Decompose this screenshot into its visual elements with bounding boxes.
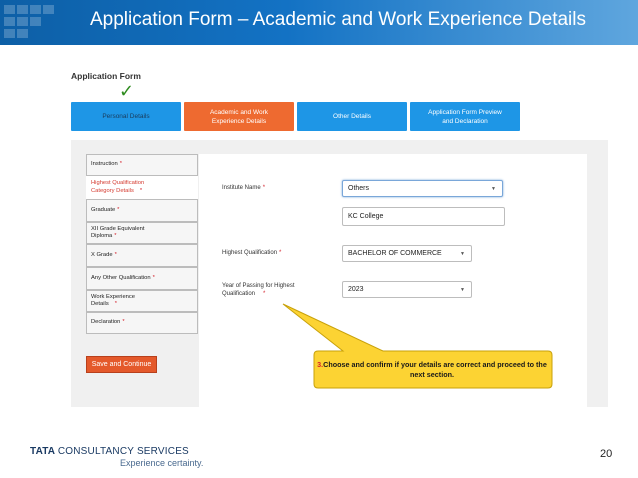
tcs-logo-text: TATA CONSULTANCY SERVICES [30,446,189,457]
required-asterisk: * [139,187,143,194]
sidebar-item-instruction[interactable]: Instruction * [86,154,198,176]
checkmark-icon: ✓ [119,81,135,101]
required-asterisk: * [152,274,155,281]
callout-step-number: 3. [317,360,324,369]
required-asterisk: * [114,251,117,258]
slide-title: Application Form – Academic and Work Experience Details [90,9,586,30]
sidebar-item-work-experience[interactable]: Work Experience Details * [86,290,198,312]
tab-label: Other Details [333,113,371,120]
sidebar-item-other-qualification[interactable]: Any Other Qualification * [86,267,198,290]
sidebar-item-graduate[interactable]: Graduate * [86,199,198,222]
required-asterisk: * [114,301,117,307]
save-and-continue-button[interactable]: Save and Continue [86,356,157,373]
highest-qualification-label: Highest Qualification * [222,250,282,256]
chevron-down-icon: ▼ [460,287,465,293]
required-asterisk: * [262,185,266,191]
chevron-down-icon: ▼ [460,251,465,257]
select-value: BACHELOR OF COMMERCE [348,250,442,257]
institute-name-label: Institute Name * [222,185,266,191]
required-asterisk: * [117,206,120,213]
sidebar-item-highest-qualification[interactable]: Highest Qualification Category Details * [86,176,198,199]
select-value: 2023 [348,286,364,293]
form-heading: Application Form [71,71,141,81]
input-value: KC College [348,213,384,220]
tab-label: Academic and Work Experience Details [209,108,269,125]
required-asterisk: * [122,319,125,326]
tcs-tagline: Experience certainty. [120,458,204,468]
sidebar-item-declaration[interactable]: Declaration * [86,312,198,334]
required-asterisk: * [263,291,266,297]
sidebar-item-x-grade[interactable]: X Grade * [86,244,198,267]
select-value: Others [348,185,370,192]
sidebar-item-xii-grade[interactable]: XII Grade Equivalent Diploma * [86,222,198,244]
tab-label: Application Form Preview and Declaration [428,108,502,125]
callout-text [316,360,548,380]
required-asterisk: * [119,161,123,168]
chevron-down-icon: ▼ [491,186,496,192]
tab-label: Personal Details [102,113,150,120]
page-number: 20 [600,448,613,460]
required-asterisk: * [114,233,117,239]
year-of-passing-label: Year of Passing for Highest Qualification * [222,283,295,297]
required-asterisk: * [279,250,282,256]
callout-message: Choose and confirm if your details are correct and proceed to the next section. [323,360,547,379]
